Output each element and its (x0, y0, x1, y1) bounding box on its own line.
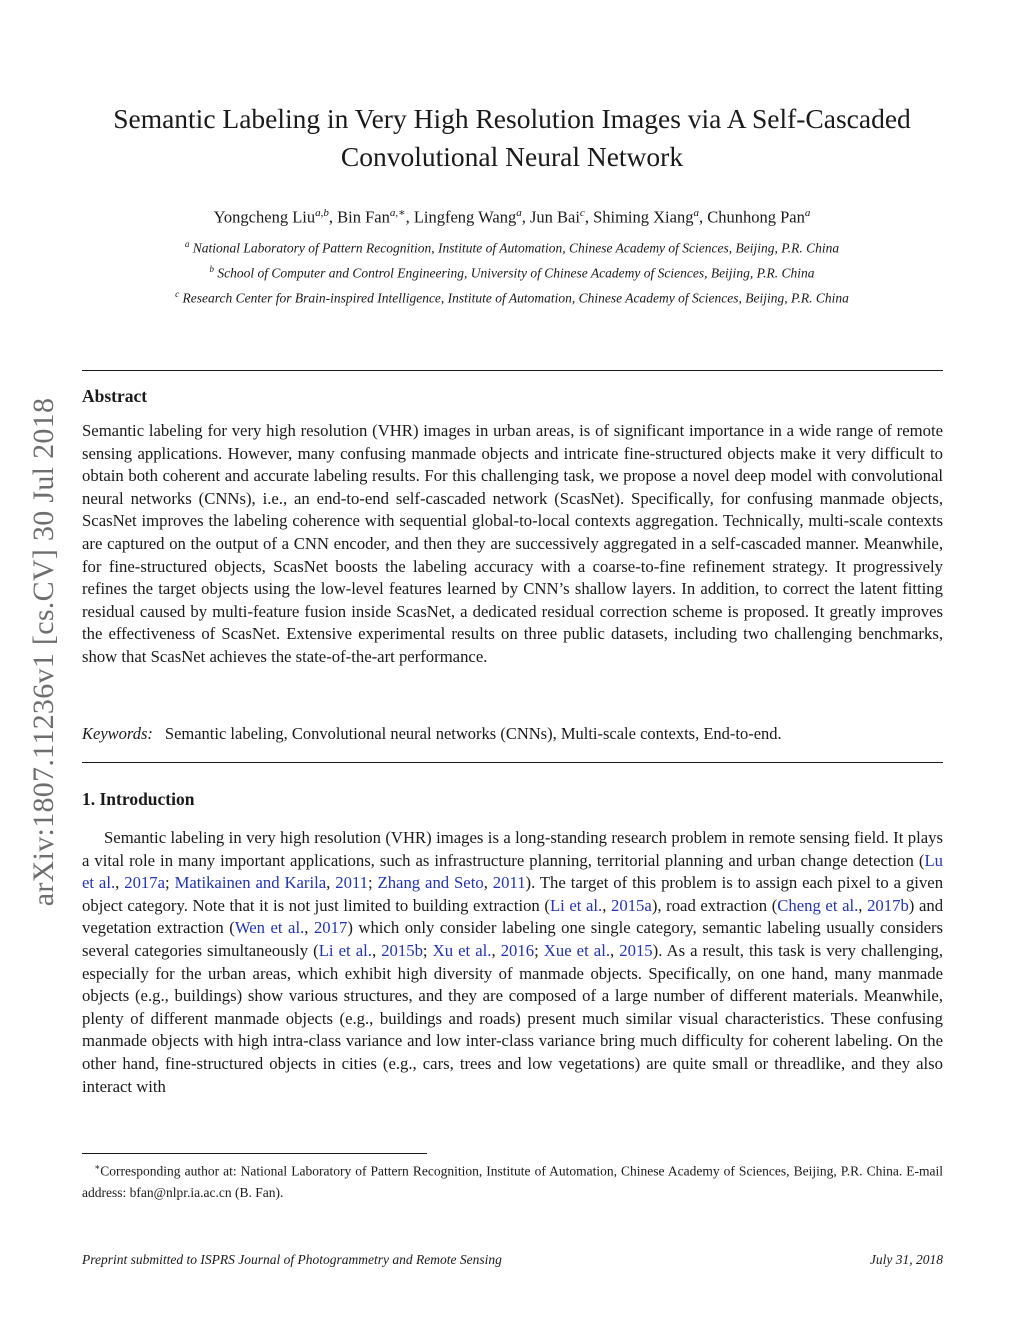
introduction-paragraph (82, 827, 943, 1098)
author-affiliation-mark: c (579, 207, 585, 219)
affiliation-text: Research Center for Brain-inspired Intelligence, Institute of Automation, Chinese Academy of Sciences, Beijing, P.R. China (182, 290, 849, 306)
author-separator: , (328, 207, 338, 227)
citation-link[interactable]: Wen et al. (234, 918, 305, 938)
paragraph-text: ; (165, 873, 175, 893)
paragraph-text: , (610, 940, 620, 960)
citation-link[interactable]: 2015a (611, 895, 652, 915)
paragraph-text: ) and vegetation extraction ( (82, 895, 944, 938)
citation-link[interactable]: Li et al. (318, 940, 372, 960)
title-line-1: Semantic Labeling in Very High Resolution Images via A Self-Cascaded (113, 103, 911, 134)
paragraph-text: , (115, 873, 125, 893)
abstract-bottom-rule (82, 762, 943, 763)
arxiv-identifier-stamp: arXiv:1807.11236v1 [cs.CV] 30 Jul 2018 (27, 397, 60, 907)
paragraph-text: , (304, 918, 314, 938)
affiliation-item (60, 234, 964, 259)
author-separator: , (521, 207, 530, 227)
affiliation-item (60, 259, 964, 284)
paragraph-text: Semantic labeling in very high resolution (VHR) images is a long-standing research problem in remote sensing field. It plays a vital role in many important applications, such as infrastructure planning, territorial planning and urban change detection ( (82, 828, 943, 870)
citation-link[interactable]: 2015 (619, 940, 653, 960)
paper-title (60, 100, 964, 176)
author-affiliation-mark: a (693, 207, 699, 219)
paragraph-text: ; (422, 940, 433, 960)
citation-link[interactable]: Li et al. (549, 895, 603, 915)
introduction-heading: 1. Introduction (82, 789, 195, 809)
author-name: Yongcheng Liu (213, 207, 316, 227)
affiliation-text: National Laboratory of Pattern Recognition, Institute of Automation, Chinese Academy of Sciences, Beijing, P.R. China (192, 240, 840, 256)
paragraph-text: ), road extraction ( (651, 895, 778, 915)
title-line-2: Convolutional Neural Network (340, 141, 684, 172)
paragraph-text: ). The target of this problem is to assign each pixel to a given object category. Note that it is not just limited to building extraction ( (82, 873, 944, 915)
citation-link[interactable]: Xue et al. (543, 940, 611, 960)
citation-link[interactable]: Cheng et al. (777, 895, 859, 915)
citation-link[interactable]: 2011 (492, 873, 526, 893)
affiliation-text: School of Computer and Control Engineering, University of Chinese Academy of Sciences, Beijing, P.R. China (217, 265, 815, 281)
paragraph-text: , (371, 940, 382, 960)
paragraph-text: , (491, 940, 501, 960)
footer-date: July 31, 2018 (869, 1252, 943, 1267)
affiliation-item (60, 284, 964, 309)
keywords-label: Keywords: (82, 724, 153, 743)
author-separator: , (584, 207, 594, 227)
affiliation-mark: c (175, 289, 180, 299)
author-affiliation-mark: a (804, 207, 811, 219)
citation-link[interactable]: 2011 (335, 873, 368, 893)
footnote-text: Corresponding author at: National Laboratory of Pattern Recognition, Institute of Automation, Chinese Academy of Sciences, Beijing, P.R. China. E-mail address: bfan@nlpr.ia.ac.cn (B. Fan). (82, 1163, 944, 1200)
author-separator: , (405, 207, 414, 227)
abstract-top-rule (82, 370, 943, 371)
citation-link[interactable]: 2016 (500, 940, 535, 960)
author-affiliation-mark: a (516, 207, 522, 219)
keywords-line (82, 724, 782, 744)
footer-journal: Preprint submitted to ISPRS Journal of Photogrammetry and Remote Sensing (82, 1252, 502, 1267)
keywords-text: Semantic labeling, Convolutional neural networks (CNNs), Multi-scale contexts, End-to-end. (164, 724, 782, 743)
citation-link[interactable]: 2017b (867, 895, 909, 915)
author-list (60, 201, 964, 230)
abstract-text: Semantic labeling for very high resolution (VHR) images in urban areas, is of significant importance in a wide range of remote sensing applications. However, many confusing manmade objects and intricate fine-structured objects make it very difficult to obtain both coherent and accurate labeling results. For this challenging task, we propose a novel deep model with convolutional neural networks (CNNs), i.e., an end-to-end self-cascaded network (ScasNet). Specifically, for confusing manmade objects, ScasNet improves the labeling coherence with sequential global-to-local contexts aggregation. Technically, multi-scale contexts are captured on the output of a CNN encoder, and then they are successively aggregated in a self-cascaded manner. Meanwhile, for fine-structured objects, ScasNet boosts the labeling accuracy with a coarse-to-fine refinement strategy. It progressively refines the target objects using the low-level features learned by CNN’s shallow layers. In addition, to correct the latent fitting residual caused by multi-feature fusion inside ScasNet, a dedicated residual correction scheme is proposed. It greatly improves the effectiveness of ScasNet. Extensive experimental results on three public datasets, including two challenging benchmarks, show that ScasNet achieves the state-of-the-art performance. (82, 421, 943, 666)
citation-link[interactable]: 2015b (381, 940, 423, 960)
author-separator: , (698, 207, 708, 227)
citation-link[interactable]: Lu et al. (82, 850, 943, 893)
paragraph-text: ) which only consider labeling one single category, semantic labeling usually considers several categories simultaneously ( (82, 918, 944, 960)
paragraph-text: , (602, 895, 612, 915)
citation-link[interactable]: Xu et al. (432, 940, 492, 960)
citation-link[interactable]: 2017a (124, 873, 166, 893)
affiliation-mark: b (209, 264, 215, 274)
author-name: Jun Bai (529, 207, 580, 227)
citation-link[interactable]: 2017 (313, 918, 348, 938)
citation-link[interactable]: Zhang and Seto (377, 873, 484, 893)
paragraph-text: ; (367, 873, 378, 893)
abstract-heading: Abstract (82, 386, 148, 406)
author-name: Bin Fan (337, 207, 390, 227)
author-name: Shiming Xiang (593, 207, 694, 227)
paragraph-text: ; (534, 940, 544, 960)
paragraph-text: , (483, 873, 493, 893)
citation-link[interactable]: Matikainen and Karila (174, 873, 327, 893)
author-affiliation-mark: a,∗ (389, 207, 406, 219)
footnote (82, 1157, 943, 1203)
paragraph-text: , (858, 895, 868, 915)
affiliation-mark: a (184, 239, 190, 249)
footnote-rule (82, 1153, 427, 1154)
paragraph-text: ). As a result, this task is very challenging, especially for the urban areas, which exhibit high diversity of manmade objects. Specifically, on one hand, many manmade objects (e.g., buildings) show various structures, and they are composed of a large number of different materials. Meanwhile, plenty of different manmade objects (e.g., buildings and roads) present much similar visual characteristics. These confusing manmade objects with high intra-class variance and low inter-class variance bring much difficulty for coherent labeling. On the other hand, fine-structured objects in cities (e.g., cars, trees and low vegetations) are quite small or threadlike, and they also interact with (82, 940, 944, 1096)
footnote-mark: ∗ (94, 1162, 101, 1172)
paragraph-text: , (326, 873, 336, 893)
affiliation-list (60, 234, 964, 309)
author-affiliation-mark: a,b (315, 207, 329, 219)
author-name: Chunhong Pan (707, 207, 805, 227)
author-name: Lingfeng Wang (413, 207, 517, 227)
